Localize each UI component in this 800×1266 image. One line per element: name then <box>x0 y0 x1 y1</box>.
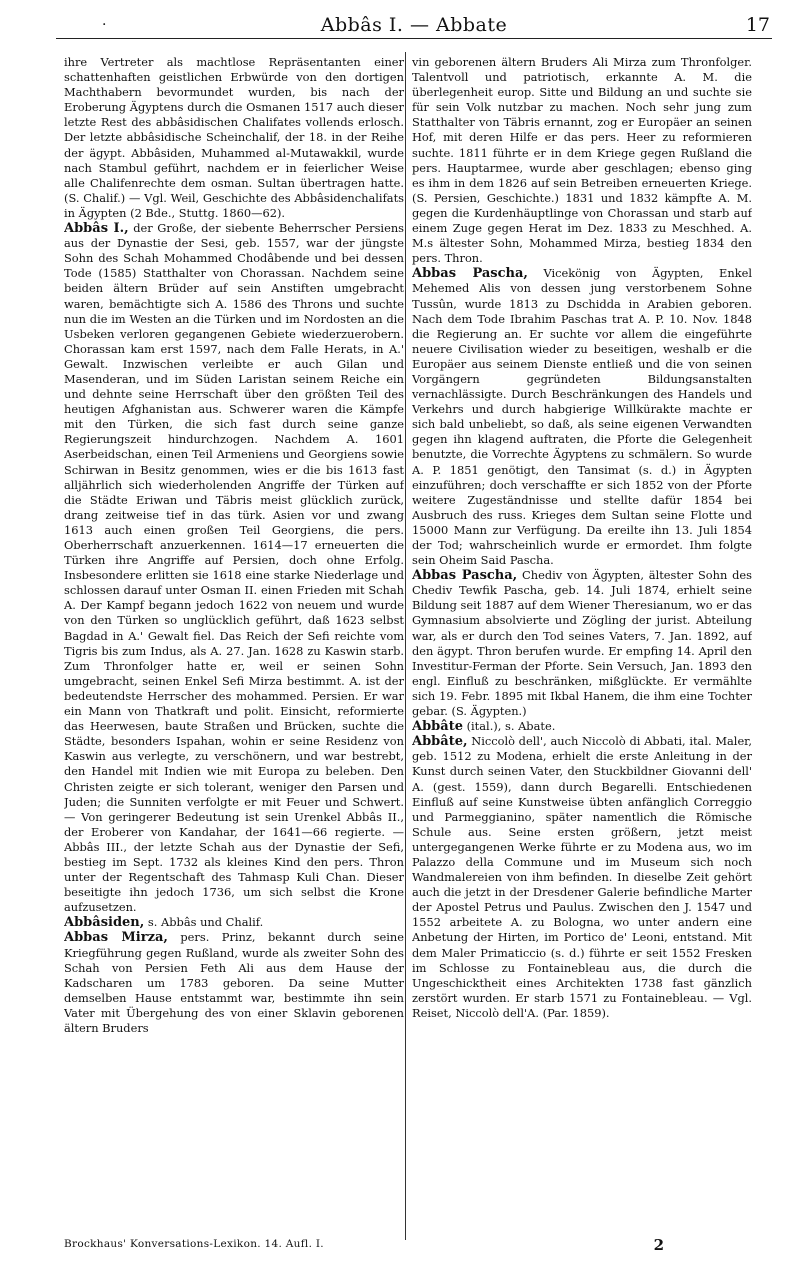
entry-abbas-mirza <box>64 930 404 1036</box>
left-column <box>64 55 404 1225</box>
column-divider <box>405 52 406 1240</box>
entry-continuation-abbas-mirza <box>412 55 752 266</box>
entry-abbas-pascha-vicekoenig <box>412 266 752 568</box>
running-head: Abbâs I. — Abbate <box>320 14 508 36</box>
entry-text: s. Abbâs und Chalif. <box>144 915 264 930</box>
paragraph-text: vin geborenen ältern Bruders Ali Mirza zum Thronfolger. Talentvoll und patriotisch, erkannte A. M. die überlegenheit europ. Sitte und Bildung an und suchte sie für sein Volk nutzbar zu machen. Noch sehr jung zum Statthalter von Täbris ernannt, zog er Europäer an seinen Hof, mit deren Hilfe er das pers. Heer zu reformieren suchte. 1811 führte er in dem Kriege gegen Rußland die pers. Hauptarmee, wurde aber geschlagen; ebenso ging es ihm in dem 1826 auf sein Betreiben erneuerten Kriege. (S. Persien, Geschichte.) 1831 und 1832 kämpfte A. M. gegen die Kurdenhäuptlinge von Chorassan und starb auf einem Zuge gegen Herat im Dez. 1833 zu Meschhed. A. M.s ältester Sohn, Mohammed Mirza, bestieg 1834 den pers. Thron. <box>412 55 752 266</box>
page-footer <box>64 1238 772 1258</box>
right-column <box>412 55 752 1225</box>
entry-headword: Abbâsiden, <box>64 915 145 931</box>
entry-continuation-abbasiden <box>64 55 404 221</box>
page-number: 17 <box>745 14 770 36</box>
entry-abbate-niccolo <box>412 734 752 1021</box>
entry-text: der Große, der siebente Beherrscher Persiens aus der Dynastie der Sesi, geb. 1557, war der jüngste Sohn des Schah Mohammed Chodâbende und bei dessen Tode (1585) Statthalter von Chorassan. Nachdem seine beiden ältern Brüder auf sein Anstiften umgebracht waren, bemächtigte sich A. 1586 des Throns und suchte nun die im Westen an die Türken und im Nordosten an die Usbeken verloren gegangenen Gebiete wiederzuerobern. Chorassan kam erst 1597, nach dem Falle Herats, in A.' Gewalt. Inzwischen verleibte er auch Gilan und Masenderan, und im Süden Laristan seinem Reiche ein und dehnte seine Herrschaft über den größten Teil des heutigen Afghanistan aus. Schwerer waren die Kämpfe mit den Türken, die sich fast durch seine ganze Regierungszeit hindurchzogen. Nachdem A. 1601 Aserbeidschan, einen Teil Armeniens und Georgiens sowie Schirwan in Besitz genommen, wies er die bis 1613 fast alljährlich sich wiederholenden Angriffe der Türken auf die Städte Eriwan und Täbris meist glücklich zurück, drang zeitweise tief in das türk. Asien vor und zwang 1613 auch einen großen Teil Georgiens, die pers. Oberherrschaft anzuerkennen. 1614—17 erneuerten die Türken ihre Angriffe auf Persien, doch ohne Erfolg. Insbesondere erlitten sie 1618 eine starke Niederlage und schlossen darauf unter Osman II. einen Frieden mit Schah A. Der Kampf begann jedoch 1622 von neuem und wurde von den Türken so unglücklich geführt, daß 1623 selbst Bagdad in A.' Gewalt fiel. Das Reich der Sefi reichte vom Tigris bis zum Indus, als A. 27. Jan. 1628 zu Kaswin starb. Zum Thronfolger hatte er, weil er seinen Sohn umgebracht, seinen Enkel Sefi Mirza bestimmt. A. ist der bedeutendste Herrscher des mohammed. Persien. Er war ein Mann von Thatkraft und polit. Einsicht, reformierte das Heerwesen, baute Straßen und Brücken, suchte die Städte, besonders Ispahan, wohin er seine Residenz von Kaswin aus verlegte, zu verschönern, und war bestrebt, den Handel mit Indien wie mit Europa zu beleben. Den Christen zeigte er sich tolerant, weniger den Parsen und Juden; die Sunniten verfolgte er mit Feuer und Schwert. — Von geringerer Bedeutung ist sein Urenkel Abbâs II., der Eroberer von Kandahar, der 1641—66 regierte. — Abbâs III., der letzte Schah aus der Dynastie der Sefi, bestieg im Sept. 1732 als kleines Kind den pers. Thron unter der Regentschaft des Tahmasp Kuli Chan. Dieser beseitigte ihn jedoch 1736, um sich selbst die Krone aufzusetzen. <box>64 221 404 915</box>
entry-abbas-i <box>64 221 404 915</box>
page-header <box>56 10 772 39</box>
entry-abbas-pascha-chediv <box>412 568 752 719</box>
entry-abbate-ital <box>412 719 752 734</box>
header-dot: · <box>102 17 107 33</box>
sheet-signature: 2 <box>653 1236 664 1254</box>
entry-headword: Abbas Pascha, <box>412 568 518 584</box>
entry-headword: Abbas Pascha, <box>412 266 528 282</box>
entry-abbasiden <box>64 915 404 930</box>
entry-text: pers. Prinz, bekannt durch seine Kriegführung gegen Rußland, wurde als zweiter Sohn des Schah von Persien Feth Ali aus dem Hause der Kadscharen um 1783 geboren. Da seine Mutter demselben Hause entstammt war, bestimmte ihn sein Vater mit Übergehung des von einer Sklavin geborenen ältern Bruders <box>64 930 404 1035</box>
entry-text: Vicekönig von Ägypten, Enkel Mehemed Alis von dessen jung verstorbenem Sohne Tussûn, wurde 1813 zu Dschidda in Arabien geboren. Nach dem Tode Ibrahim Paschas trat A. P. 10. Nov. 1848 die Regierung an. Er suchte vor allem die eingeführte neuere Civilisation wieder zu beseitigen, weshalb er die Europäer aus seinem Dienste entließ und die von seinen Vorgängern gegründeten Bildungsanstalten vernachlässigte. Durch Beschränkungen des Handels und Verkehrs und durch habgierige Willkürakte machte er sich bald unbeliebt, so daß, als seine eigenen Verwandten gegen ihn klagend auftraten, die Pforte die Gelegenheit benutzte, die Vorrechte Ägyptens zu schmälern. So wurde A. P. 1851 genötigt, den Tansimat (s. d.) in Ägypten einzuführen; doch verschaffte er sich 1852 von der Pforte weitere Zugeständnisse und stellte dafür 1854 bei Ausbruch des russ. Krieges dem Sultan seine Flotte und 15000 Mann zur Verfügung. Da ereilte ihn 13. Juli 1854 der Tod; wahrscheinlich wurde er ermordet. Ihm folgte sein Oheim Said Pascha. <box>412 266 752 568</box>
entry-headword: Abbâs I., <box>64 221 129 237</box>
entry-headword: Abbas Mirza, <box>64 930 168 946</box>
entry-headword: Abbâte, <box>412 734 468 750</box>
entry-headword: Abbâte <box>412 719 463 735</box>
paragraph-text: ihre Vertreter als machtlose Repräsentanten einer schattenhaften geistlichen Erbwürde von den dortigen Machthabern bevormundet wurden, bis nach der Eroberung Ägyptens durch die Osmanen 1517 auch dieser letzte Rest des abbâsidischen Chalifates vollends erlosch. Der letzte abbâsidische Scheinchalif, der 18. in der Reihe der ägypt. Abbâsiden, Muhammed al-Mutawakkil, wurde nach Stambul geführt, nachdem er in feierlicher Weise alle Chalifenrechte dem osman. Sultan übertragen hatte. (S. Chalif.) — Vgl. Weil, Geschichte des Abbâsidenchalifats in Ägypten (2 Bde., Stuttg. 1860—62). <box>64 55 404 220</box>
entry-text: (ital.), s. Abate. <box>462 719 556 734</box>
publisher-imprint: Brockhaus' Konversations-Lexikon. 14. Aufl. I. <box>64 1238 324 1250</box>
entry-text: Chediv von Ägypten, ältester Sohn des Chediv Tewfik Pascha, geb. 14. Juli 1874, erhielt seine Bildung seit 1887 auf dem Wiener Theresianum, wo er das Gymnasium absolvierte und Zögling der jurist. Abteilung war, als er durch den Tod seines Vaters, 7. Jan. 1892, auf den ägypt. Thron berufen wurde. Er empfing 14. April den Investitur-Ferman der Pforte. Sein Versuch, Jan. 1893 den engl. Einfluß zu beschränken, mißglückte. Er vermählte sich 19. Febr. 1895 mit Ikbal Hanem, die ihm eine Tochter gebar. (S. Ägypten.) <box>412 568 752 719</box>
entry-text: Niccolò dell', auch Niccolò di Abbati, ital. Maler, geb. 1512 zu Modena, erhielt die erste Anleitung in der Kunst durch seinen Vater, den Stuckbildner Giovanni dell' A. (gest. 1559), dann durch Begarelli. Entschiedenen Einfluß auf seine Kunstweise übten anfänglich Correggio und Parmeggianino, später namentlich die Römische Schule aus. Seine ersten größern, jetzt meist untergegangenen Werke führte er zu Modena aus, wo im Palazzo della Commune und im Museum sich noch Wandmalereien von ihm befinden. In dieselbe Zeit gehört auch die jetzt in der Dresdener Galerie befindliche Marter der Apostel Petrus und Paulus. Zwischen den J. 1547 und 1552 arbeitete A. zu Bologna, wo unter andern eine Anbetung der Hirten, im Portico de' Leoni, entstand. Mit dem Maler Primaticcio (s. d.) führte er seit 1552 Fresken im Schlosse zu Fontainebleau aus, die durch die Ungeschicktheit eines Architekten 1738 fast gänzlich zerstört wurden. Er starb 1571 zu Fontainebleau. — Vgl. Reiset, Niccolò dell'A. (Par. 1859). <box>412 734 752 1020</box>
